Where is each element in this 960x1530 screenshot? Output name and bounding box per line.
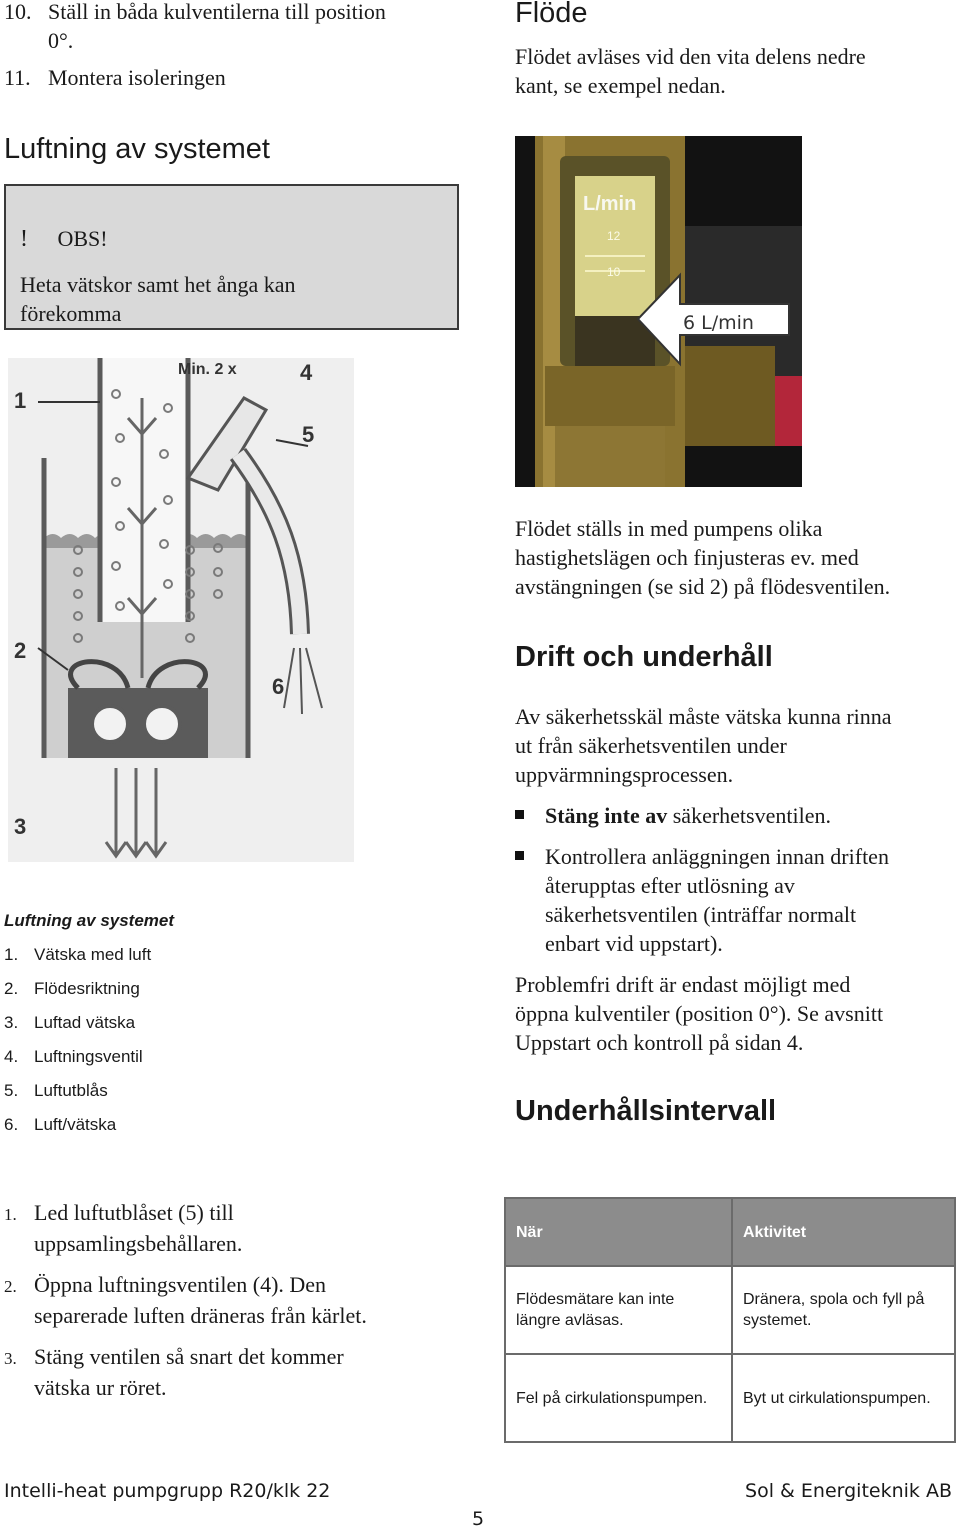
bullet-icon — [515, 851, 524, 860]
step-text-cont: 0°. — [48, 28, 74, 53]
flode-para: Flödet avläses vid den vita delens nedre kant, se exempel nedan. — [515, 44, 866, 98]
obs-text-line2: förekomma — [20, 301, 122, 326]
luftning-heading: Luftning av systemet — [4, 133, 270, 165]
flow-meter-photo-svg — [515, 136, 802, 487]
step-11 — [4, 63, 474, 92]
footer-right: Sol & Energiteknik AB — [745, 1480, 952, 1502]
drift-bullet-1: Stäng inte av säkerhetsventilen. — [515, 801, 955, 830]
warning-icon: ! — [20, 226, 28, 252]
flode-heading: Flöde — [515, 0, 588, 29]
obs-header — [20, 224, 108, 254]
table-cell: Dränera, spola och fyll på systemet. — [732, 1266, 955, 1354]
obs-box — [4, 184, 459, 330]
arrow-label: 6 L/min — [683, 312, 754, 334]
gauge-tick-10: 10 — [607, 265, 621, 279]
top-steps — [4, 0, 474, 92]
table-row — [505, 1354, 955, 1442]
table-header-aktivitet: Aktivitet — [732, 1198, 955, 1266]
underhall-heading: Underhållsintervall — [515, 1095, 777, 1127]
table-header-nar: När — [505, 1198, 732, 1266]
drift-para2: Problemfri drift är endast möjligt med öppna kulventiler (position 0°). Se avsnitt Uppstart och kontroll på sidan 4. — [515, 972, 884, 1055]
table-header-row — [505, 1198, 955, 1266]
caption-item: 5. Luftutblås — [4, 1081, 108, 1100]
drift-heading: Drift och underhåll — [515, 641, 773, 673]
callout-3: 3 — [14, 814, 27, 839]
maintenance-table — [504, 1197, 956, 1443]
obs-text-line1: Heta vätskor samt het ånga kan — [20, 272, 296, 297]
gauge-tick-12: 12 — [607, 229, 621, 243]
step-text: Ställ in båda kulventilerna till position — [48, 0, 386, 24]
bullet-icon — [515, 810, 524, 819]
bottom-step: 2. Öppna luftningsventilen (4). Den separerade luften dräneras från kärlet. — [4, 1272, 367, 1328]
bottom-step: 3. Stäng ventilen så snart det kommer vätska ur röret. — [4, 1344, 344, 1400]
step-text: Montera isoleringen — [48, 65, 226, 90]
callout-5: 5 — [302, 422, 315, 447]
callout-6: 6 — [272, 674, 285, 699]
bottom-steps — [4, 1198, 474, 1402]
caption-item: 4. Luftningsventil — [4, 1047, 143, 1066]
caption-title: Luftning av systemet — [4, 911, 175, 930]
caption-item: 3. Luftad vätska — [4, 1013, 136, 1032]
page-number: 5 — [472, 1508, 485, 1530]
callout-4: 4 — [300, 360, 313, 385]
deaeration-diagram-svg — [8, 358, 354, 862]
caption-item: 1. Vätska med luft — [4, 945, 152, 964]
footer-left: Intelli-heat pumpgrupp R20/klk 22 — [4, 1480, 331, 1502]
table-cell: Byt ut cirkulationspumpen. — [732, 1354, 955, 1442]
callout-1: 1 — [14, 388, 27, 413]
callout-2: 2 — [14, 638, 27, 663]
drift-para: Av säkerhetsskäl måste vätska kunna rinna ut från säkerhetsventilen under uppvärmningsprocessen. — [515, 704, 892, 787]
table-cell: Flödesmätare kan inte längre avläsas. — [505, 1266, 732, 1354]
min-label: Min. 2 x — [178, 361, 237, 378]
step-number: 10. — [4, 0, 32, 24]
drift-bullet-2: Kontrollera anläggningen innan driften återupptas efter utlösning av säkerhetsventilen (inträffar normalt enbart vid uppstart). — [515, 842, 955, 958]
flow-meter-photo — [515, 136, 802, 487]
step-10-cont — [4, 26, 474, 55]
gauge-label: L/min — [583, 193, 637, 215]
bottom-step: 1. Led luftutblåset (5) till uppsamlingsbehållaren. — [4, 1200, 243, 1256]
table-cell: Fel på cirkulationspumpen. — [505, 1354, 732, 1442]
obs-label: OBS! — [57, 226, 108, 251]
step-10 — [4, 0, 474, 26]
caption-item: 2. Flödesriktning — [4, 979, 140, 998]
deaeration-diagram — [8, 358, 354, 862]
step-number: 11. — [4, 65, 31, 90]
diagram-caption — [4, 904, 334, 1142]
table-row — [505, 1266, 955, 1354]
caption-item: 6. Luft/vätska — [4, 1115, 117, 1134]
flode-para2: Flödet ställs in med pumpens olika hastighetslägen och finjusteras ev. med avstängningen (se sid 2) på flödesventilen. — [515, 516, 891, 599]
